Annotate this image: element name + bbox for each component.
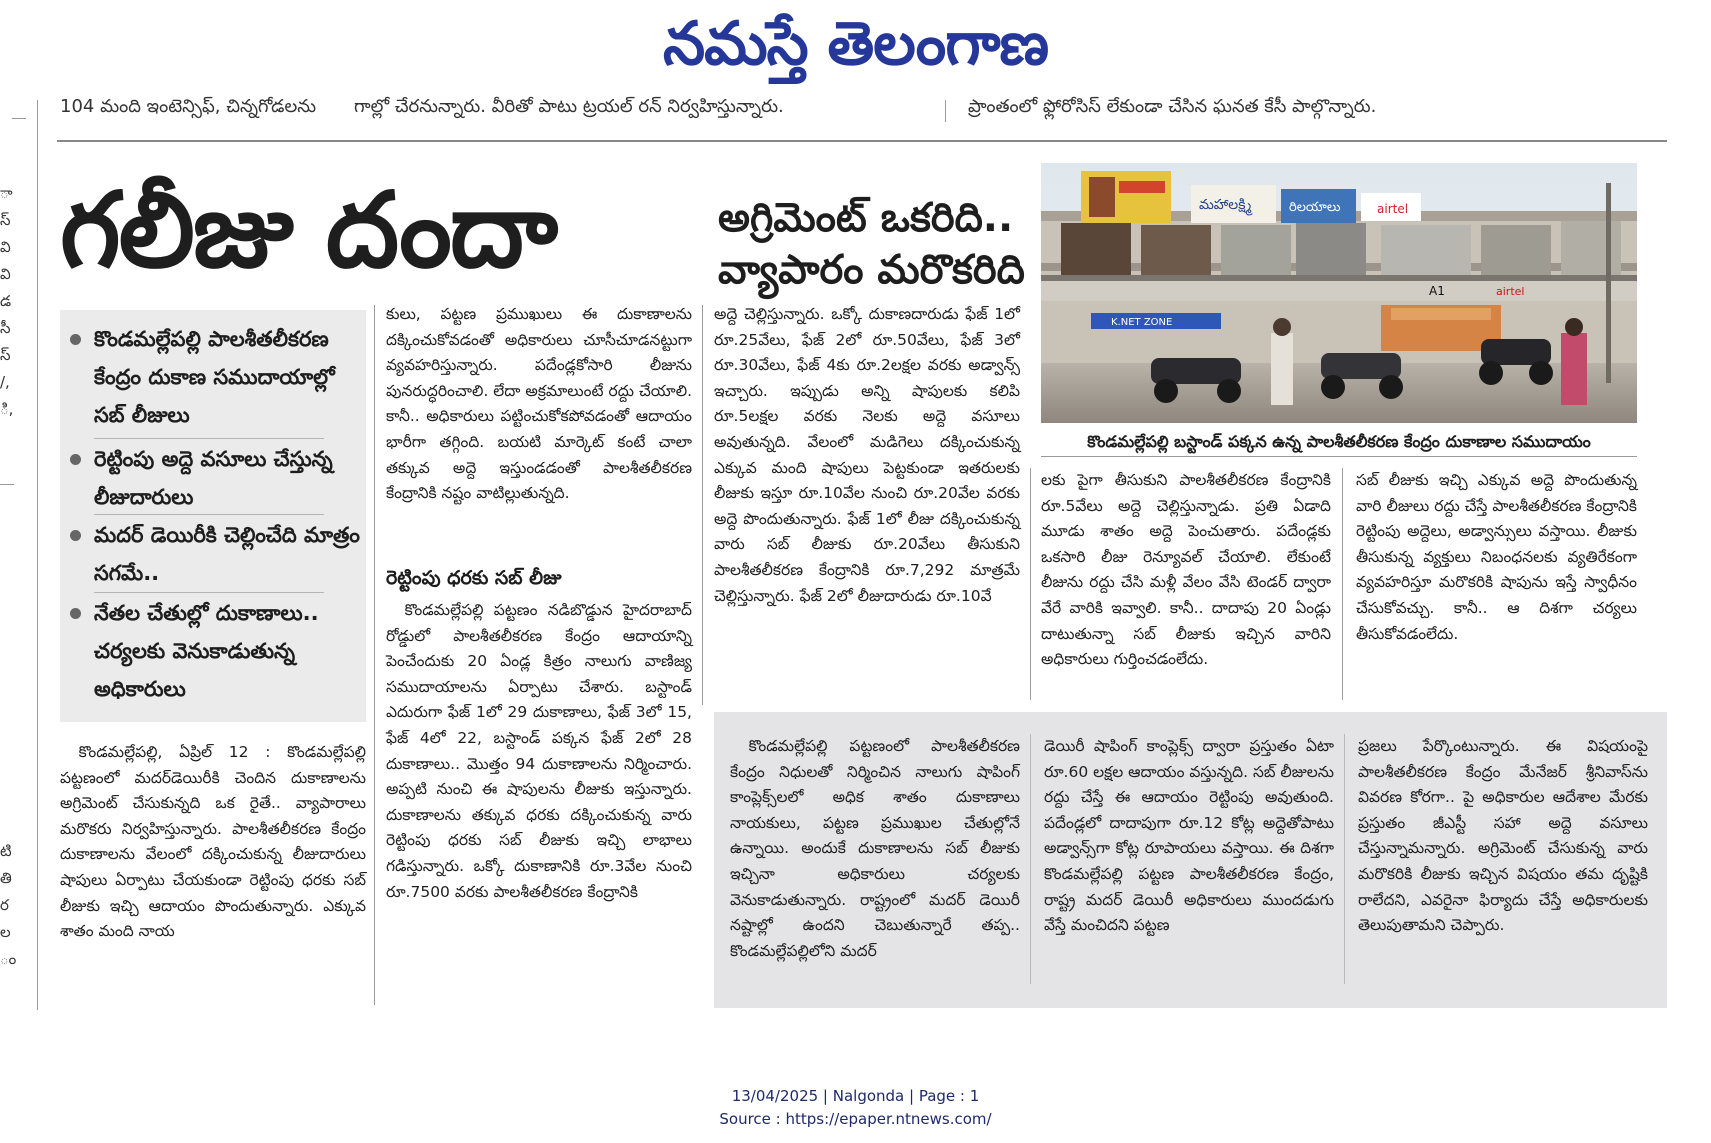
shop-sign-2: రిలయాలు <box>1289 200 1341 215</box>
bullet-icon <box>70 334 81 345</box>
left-edge-glyph: డ <box>0 292 12 310</box>
bullet-icon <box>70 608 81 619</box>
article-column-1 <box>60 740 366 1002</box>
column-rule <box>1030 468 1031 700</box>
left-edge-glyph: ా <box>0 184 13 202</box>
highlight-divider <box>94 514 324 515</box>
article-column-2-intro <box>386 302 692 560</box>
left-edge-glyph: వి <box>0 265 11 283</box>
top-strip-divider <box>945 100 946 122</box>
shopping-complex-photo <box>1041 163 1637 423</box>
column-rule <box>1342 468 1343 700</box>
footer-date-line: 13/04/2025 | Nalgonda | Page : 1 <box>731 1087 980 1105</box>
highlight-text: నేతల చేతుల్లో దుకాణాలు.. చర్యలకు వెనుకాడుతున్న అధికారులు <box>94 601 319 701</box>
left-edge-fragment-bottom <box>0 838 17 973</box>
column-rule <box>702 305 703 705</box>
highlight-item <box>70 320 360 434</box>
info-box-column-1 <box>730 734 1020 990</box>
shop-sign-5: K.NET ZONE <box>1111 317 1173 328</box>
subheadline-line-2: వ్యాపారం మరొకరిది <box>718 247 1025 293</box>
paragraph: డెయిరీ షాపింగ్ కాంప్లెక్స్ ద్వారా ప్రస్తుతం ఏటా రూ.60 లక్షల ఆదాయం వస్తున్నది. సబ్ లీజులను రద్దు చేస్తే ఈ ఆదాయం రెట్టింపు అవుతుంది. పదేండ్లలో దాదాపుగా రూ.12 కోట్ల అద్దెతోపాటు అడ్వాన్స్‌గా కోట్ల రూపాయలు వస్తాయి. ఈ దిశగా కొండమల్లేపల్లి పట్టణ పాలశీతలీకరణ కేంద్రం, రాష్ట్ర మదర్ డెయిరీ అధికారులు ముందడుగు వేస్తే మంచిదని పట్టణ <box>1044 737 1334 935</box>
footer-source-link[interactable]: Source : https://epaper.ntnews.com/ <box>719 1110 992 1128</box>
paragraph: కులు, పట్టణ ప్రముఖులు ఈ దుకాణాలను దక్కించుకోవడంతో అధికారులు చూసీచూడనట్టుగా వ్యవహరిస్తున్నారు. పదేండ్లకోసారి లీజును పునరుద్ధరించాలి. లేదా అక్రమాలుంటే రద్దు చేయాలి. కానీ.. అధికారులు పట్టించుకోకపోవడంతో ఆదాయం భారీగా తగ్గింది. బయటి మార్కెట్ కంటే చాలా తక్కువ అద్దె ఇస్తుండడంతో పాలశీతలీకరణ కేంద్రానికి నష్టం వాటిల్లుతున్నది. <box>386 305 692 503</box>
highlight-divider <box>94 438 324 439</box>
left-margin-rule <box>37 100 38 1010</box>
paragraph: కొండమల్లేపల్లి పట్టణంలో పాలశీతలీకరణ కేంద్రం నిధులతో నిర్మించిన నాలుగు షాపింగ్ కాంప్లెక్స్‌లలో అధిక శాతం దుకాణాలు నాయకులు, పట్టణ ప్రముఖుల చేతుల్లోనే ఉన్నాయి. అందుకే దుకాణాలను సబ్ లీజుకు ఇచ్చినా అధికారులు చర్యలకు వెనుకాడుతున్నారు. రాష్ట్రంలో మదర్ డెయిరీ నష్టాల్లో ఉందని చెబుతున్నారే తప్ప.. కొండమల్లేపల్లిలోని మదర్ <box>730 737 1020 960</box>
bullet-icon <box>70 454 81 465</box>
left-edge-glyph: టి <box>0 842 12 860</box>
left-edge-glyph: వి <box>0 238 11 256</box>
shop-sign-1: మహాలక్ష్మి <box>1199 197 1252 213</box>
headline: గలీజు దందా <box>60 169 557 291</box>
left-edge-rule-2 <box>0 484 14 485</box>
left-edge-glyph: ల <box>0 923 11 941</box>
column-rule <box>1030 734 1031 984</box>
subheadline-line-1: అగ్రిమెంట్ ఒకరిది.. <box>718 195 1014 241</box>
highlight-item <box>70 516 360 592</box>
shop-sign-3: airtel <box>1377 202 1409 216</box>
top-strip-text-1: 104 మంది ఇంటెన్సిఫ్, చిన్నగోడలను <box>60 96 317 117</box>
paragraph: లకు పైగా తీసుకుని పాలశీతలీకరణ కేంద్రానికి రూ.5వేలు అద్దె చెల్లిస్తున్నాడు. ప్రతి ఏడాది మూడు శాతం అద్దె పెంచుతారు. పదేండ్లకు ఒకసారి లీజు రెన్యూవల్ చేయాలి. లేకుంటే లీజును రద్దు చేసి మళ్లీ వేలం వేసి టెండర్ ద్వారా వేరే వారికి ఇవ్వాలి. కానీ.. దాదాపు 20 ఏండ్లు దాటుతున్నా సబ్ లీజుకు ఇచ్చిన వారిని అధికారులు గుర్తించడంలేదు. <box>1041 471 1331 669</box>
info-box <box>714 712 1667 1008</box>
masthead: నమస్తే తెలంగాణ <box>662 9 1049 79</box>
highlight-text: మదర్ డెయిరీకి చెల్లించేది మాత్రం సగమే.. <box>94 523 360 585</box>
article-column-3 <box>714 302 1020 694</box>
highlight-item <box>70 594 360 708</box>
paragraph: ప్రజలు పేర్కొంటున్నారు. ఈ విషయంపై పాలశీతలీకరణ కేంద్రం మేనేజర్ శ్రీనివాస్‌ను వివరణ కోరగా.. పై అధికారుల ఆదేశాల మేరకు ప్రస్తుతం జీఎస్టీ సహా అద్దె వసూలు చేస్తున్నామన్నారు. అగ్రిమెంట్ చేసుకున్న వారు మరొకరికి లీజుకు ఇచ్చిన విషయం తమ దృష్టికి రాలేదని, ఎవరైనా ఫిర్యాదు చేస్తే అధికారులకు తెలుపుతామని చెప్పారు. <box>1358 737 1648 935</box>
highlight-divider <box>94 592 324 593</box>
paragraph: అద్దె చెల్లిస్తున్నారు. ఒక్కో దుకాణదారుడు ఫేజ్ 1లో రూ.25వేలు, ఫేజ్ 2లో రూ.50వేలు, ఫేజ్ 3లో రూ.30వేలు, ఫేజ్ 4కు రూ.2లక్షల వరకు అడ్వాన్స్ ఇచ్చారు. ఇప్పుడు అన్ని షాపులకు కలిపి రూ.5లక్షల వరకు నెలకు అద్దె వసూలు అవుతున్నది. వేలంలో మడిగెలు దక్కించుకున్న ఎక్కువ మంది షాపులు పెట్టకుండా ఇతరులకు లీజుకు ఇస్తూ రూ.10వేల నుంచి రూ.20వేల వరకు అద్దె పొందుతున్నారు. ఫేజ్ 1లో లీజు దక్కించుకున్న వారు సబ్ లీజుకు రూ.20వేలు తీసుకుని పాలశీతలీకరణ కేంద్రానికి రూ.7,292 మాత్రమే చెల్లిస్తున్నారు. ఫేజ్ 2లో లీజుదారుడు రూ.10వే <box>714 305 1020 605</box>
highlight-item <box>70 440 360 516</box>
paragraph: సబ్ లీజుకు ఇచ్చి ఎక్కువ అద్దె పొందుతున్న వారి లీజులు రద్దు చేస్తే పాలశీతలీకరణ కేంద్రానికి రెట్టింపు అద్దెలు, అడ్వాన్సులు వస్తాయి. లీజుకు తీసుకున్న వ్యక్తులు నిబంధనలకు వ్యతిరేకంగా వ్యవహరిస్తూ మరొకరికి షాపును ఇస్తే స్వాధీనం చేసుకోవచ్చు. కానీ.. ఆ దిశగా చర్యలు తీసుకోవడంలేదు. <box>1356 471 1637 643</box>
left-edge-glyph: ి, <box>0 400 14 418</box>
article-column-5 <box>1356 468 1637 700</box>
info-box-column-2 <box>1044 734 1334 990</box>
highlights-box <box>60 310 366 722</box>
article-column-2-body <box>386 598 692 1003</box>
paragraph: కొండమల్లేపల్లి పట్టణం నడిబొడ్డున హైదరాబాద్ రోడ్డులో పాలశీతలీకరణ కేంద్రం ఆదాయాన్ని పెంచేందుకు 20 ఏండ్ల కిత్రం నాలుగు వాణిజ్య సముదాయాలను ఏర్పాటు చేశారు. బస్టాండ్ ఎదురుగా ఫేజ్ 1లో 29 దుకాణాలు, ఫేజ్ 3లో 15, ఫేజ్ 4లో 22, బస్టాండ్ పక్కన ఫేజ్ 2లో 28 దుకాణాలు.. మొత్తం 94 దుకాణాలను నిర్మించారు. అప్పటి నుంచి ఈ షాపులను లీజుకు ఇస్తున్నారు. దుకాణాలను తక్కువ ధరకు దక్కించుకున్న వారు రెట్టింపు ధరకు సబ్ లీజుకు ఇచ్చి లాభాలు గడిస్తున్నారు. ఒక్కో దుకాణానికి రూ.3వేల నుంచి రూ.7500 వరకు పాలశీతలీకరణ కేంద్రానికి <box>386 601 692 901</box>
info-box-column-3 <box>1358 734 1648 990</box>
dateline-paragraph: కొండమల్లేపల్లి, ఏప్రిల్ 12 : కొండమల్లేపల్లి పట్టణంలో మదర్‌డెయిరీకి చెందిన దుకాణాలను అగ్రిమెంట్ చేసుకున్నది ఒక రైతే.. వ్యాపారాలు మరొకరు నిర్వహిస్తున్నారు. పాలశీతలీకరణ కేంద్రం దుకాణాలను వేలంలో దక్కించుకున్న లీజుదారులు షాపులు ఏర్పాటు చేయకుండా రెట్టింపు ధరకు సబ్ లీజుకు ఇచ్చి ఆదాయం పొందుతున్నారు. ఎక్కువ శాతం మంది నాయ <box>60 743 366 941</box>
shop-sign-6: airtel <box>1496 285 1525 298</box>
left-edge-glyph: స్ <box>0 346 11 364</box>
left-edge-glyph: సీ <box>0 319 11 337</box>
top-strip-text-2: గాల్లో చేరనున్నారు. వీరితో పాటు ట్రయల్ రన్ నిర్వహిస్తున్నారు. <box>354 96 784 117</box>
left-edge-rule <box>12 118 26 119</box>
section-subheading: రెట్టింపు ధరకు సబ్ లీజు <box>386 567 562 589</box>
left-edge-glyph: స్ <box>0 211 11 229</box>
column-rule <box>374 305 375 1005</box>
column-rule <box>1344 734 1345 984</box>
top-strip-text-3: ప్రాంతంలో ఫ్లోరోసిస్ లేకుండా చేసిన ఘనత కేసీ పాల్గొన్నారు. <box>968 96 1377 117</box>
left-edge-glyph: ర <box>0 896 9 914</box>
left-edge-glyph: ం <box>0 950 17 968</box>
bullet-icon <box>70 530 81 541</box>
left-edge-glyph: తి <box>0 869 12 887</box>
left-edge-glyph: /, <box>0 373 10 391</box>
highlight-text: రెట్టింపు అద్దె వసూలు చేస్తున్న లీజుదారులు <box>94 447 333 509</box>
top-rule <box>57 140 1667 142</box>
photo-illustration <box>1041 163 1637 423</box>
highlight-text: కొండమల్లేపల్లి పాలశీతలీకరణ కేంద్రం దుకాణ సముదాయాల్లో సబ్ లీజులు <box>94 327 335 427</box>
left-edge-fragment-top <box>0 180 14 423</box>
shop-sign-4: A1 <box>1429 284 1445 298</box>
article-column-4 <box>1041 468 1331 700</box>
photo-caption: కొండమల్లేపల్లి బస్టాండ్ పక్కన ఉన్న పాలశీతలీకరణ కేంద్రం దుకాణాల సముదాయం <box>1041 428 1637 457</box>
